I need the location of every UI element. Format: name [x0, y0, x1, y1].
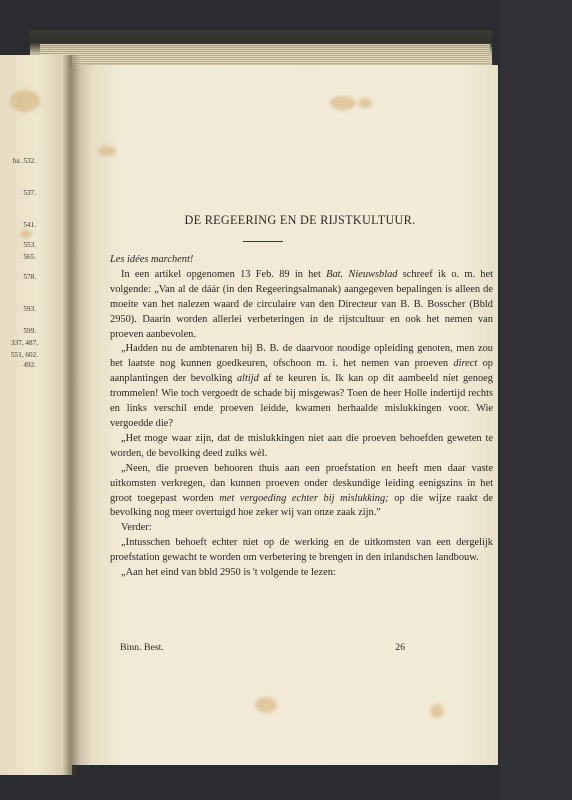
- page-number: 26: [395, 642, 405, 653]
- text-run: Verder:: [121, 522, 152, 534]
- left-page-ref: bz. 532.: [13, 157, 36, 165]
- emphasis-text: Bat. Nieuwsblad: [326, 268, 398, 280]
- text-run: af te keuren is. Ik kan op dit aambeeld niet genoeg trommelen! Wie toch vergoedt de schade bij misgewas? Toen de heer Holle indertijd rechts en links verschil ende proeven leidde, kwamen herhaalde mislukkingen voor. Wie vergoedde die?: [110, 373, 493, 429]
- page-edges: [40, 44, 490, 64]
- text-run: „Hadden nu de ambtenaren bij B. B. de daarvoor noodige opleiding genoten, men zou het laatste nog kunnen goedkeuren, ofschoon m. i. het nemen van proeven: [110, 343, 493, 370]
- paragraph: [110, 521, 493, 536]
- body-text: [110, 253, 493, 581]
- signature-mark: Binn. Best.: [120, 642, 164, 653]
- paragraph: [110, 432, 493, 462]
- emphasis-text: direct: [453, 358, 478, 370]
- left-page-ref: 537.: [23, 189, 36, 197]
- paragraph: [110, 566, 493, 581]
- left-page-ref: 337, 487,: [11, 339, 38, 347]
- paragraph: [110, 342, 493, 431]
- dark-background-right: [500, 0, 572, 800]
- text-run: schreef ik o. m. het volgende: „Van al de dáár (in den Regeeringsalmanak) aangegeven bepalingen is alleen de moeite van het nalezen waard de circulaire van den Directeur van B. B. Bosscher (Bbld 2950). Daarin worden allerlei verbeteringen in de rijstcultuur en ook het nemen van proeven aanbevolen.: [110, 268, 493, 340]
- left-page-ref: 553.: [23, 241, 36, 249]
- text-run: „Aan het eind van bbld 2950 is 't volgende te lezen:: [121, 567, 336, 579]
- emphasis-text: met vergoeding echter bij mislukking;: [219, 492, 389, 504]
- foxing-stain: [98, 146, 116, 156]
- text-run: op aanplantingen der bevolking: [110, 358, 493, 385]
- heading-rule: [243, 241, 283, 242]
- left-page-ref: 565.: [23, 253, 36, 261]
- text-run: op die wijze raakt de bevolking nog meer overtuigd hoe zeker wij van onze zaak zijn.”: [110, 492, 493, 519]
- left-page-ref: 541.: [23, 221, 36, 229]
- paragraph: [110, 536, 493, 566]
- emphasis-text: altijd: [236, 373, 259, 385]
- left-page-ref: 551, 602.: [11, 351, 38, 359]
- paragraph: [110, 268, 493, 343]
- left-page-number-column: [0, 0, 72, 800]
- paragraph: [110, 462, 493, 522]
- left-page-ref: 593.: [23, 305, 36, 313]
- foxing-stain: [358, 98, 372, 108]
- foxing-stain: [430, 704, 444, 718]
- left-page-ref: 578.: [23, 273, 36, 281]
- text-run: In een artikel opgenomen 13 Feb. 89 in het: [121, 268, 327, 280]
- motto: Les idées marchent!: [110, 254, 194, 265]
- text-run: „Neen, die proeven behooren thuis aan een proefstation en heeft men daar vaste uitkomsten verkregen, dan kunnen proeven onder deskundige leiding eenigszins in het groot toegepast worden: [110, 462, 493, 504]
- chapter-heading: DE REGEERING EN DE RIJSTKULTUUR.: [184, 213, 416, 227]
- left-page-ref: 599.: [23, 327, 36, 335]
- text-run: „Intusschen behoeft echter niet op de werking en de uitkomsten van een dergelijk proefstation gewacht te worden om verbetering te brengen in den inlandschen landbouw.: [110, 537, 493, 564]
- foxing-stain: [330, 96, 356, 110]
- left-page-ref: 492.: [23, 361, 36, 369]
- foxing-stain: [255, 697, 277, 713]
- text-run: „Het moge waar zijn, dat de mislukkingen niet aan die proeven behoefden geweten te worden, de bevolking deed zulks wèl.: [110, 432, 493, 459]
